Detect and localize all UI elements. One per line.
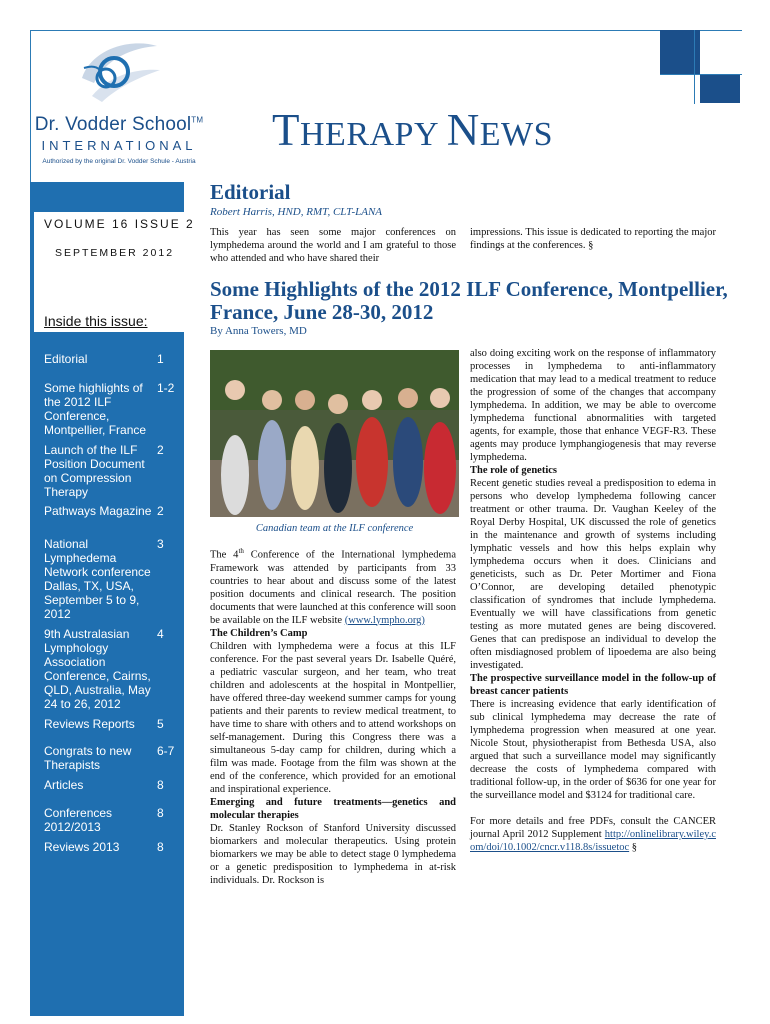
inside-heading: Inside this issue: [44, 313, 148, 329]
editorial-col1: This year has seen some major conferences on lymphedema around the world and I am grateful to those who attended and who have shared their [210, 227, 456, 264]
logo-international: INTERNATIONAL [41, 138, 197, 153]
deco-line [694, 30, 695, 104]
logo-authorized: Authorized by the original Dr. Vodder Schule - Austria [42, 158, 196, 165]
hands-logo-icon [72, 38, 162, 108]
subhead-childrens-camp: The Children’s Camp [210, 627, 308, 639]
deco-line [660, 74, 742, 75]
frame-top-line [30, 30, 742, 31]
school-logo [34, 34, 204, 174]
article-heading: Some Highlights of the 2012 ILF Conference, Montpellier, France, June 28-30, 2012 [210, 277, 728, 324]
editorial-col2: impressions. This issue is dedicated to reporting the major findings at the conferences. § [470, 227, 716, 251]
article-col2: also doing exciting work on the response of inflammatory processes in lymphedema to anti-inflammatory medication that may lead to a medical treatment to reduce the progression of some of the changes that accompany lymphedema. In addition, we may be able to overcome lymphedema functional abnormalities with targeted agents, for example, those that enhance VEGF-R3. These agents may produce lymphangiogenesis that may reverse lymphedema. The role of genetics Recent genetic studies reveal a predisposition to edema in persons who develop lymphedema following cancer treatment or other trauma. Dr. Vaughan Keeley of the Royal Derby Hospital, UK discussed the role of genetics in the maintenance and growth of systems including lymphatic vessels and how this helps explain why lymphedema occurs when it does. Clinicians and geneticists, such as Dr. Peter Mortimer and Fiona O’Connor, are developing detailed phenotypic classification of syndromes that include lymphedema. Eventually we will have classifications from genetic testing as more mutated genes are being discovered. Genes that can predispose an individual to develop the often misdiagnosed problem of lipoedema are also being investigated. The prospective surveillance model in the follow-up of breast cancer patients There is increasing evidence that early identification of sub clinical lymphedema may decrease the rate of lymphedema progression when measured at one year. Nicole Stout, physiotherapist from Bethesda USA, also argued that such a surveillance model may significantly decrease the costs of lymphedema compared with traditional follow-up, in the order of $636 for one year for the surveillance model and $3124 for traditional care. For more details and free PDFs, consult the CANCER journal April 2012 Supplement http://onlinelibrary.wiley.com/doi/10.1002/cncr.v118.8s/issuetoc § [470, 348, 716, 853]
article-col1: The 4th Conference of the International lymphedema Framework was attended by participants from 33 countries to hear about and discuss some of the latest position documents and clinical research. The position documents that were launched at this conference will soon be available on the ILF website (www.lympho.org) The Children’s Camp Children with lymphedema were a focus at this ILF conference. For the past several years Dr. Isabelle Quéré, a pediatric vascular surgeon, and her team, who treat children and adolescents at the hospital in Montpellier, have offered three-day weekend summer camps for young patients and their parents to review medical treatment, to have time to share with others and to attend workshops on self-management. During this Congress there was a simultaneous 5-day camp for children, during which a film was made. Footage from the film was shown at the end of the conference, which provided for an emotional and inspirational experience. Emerging and future treatments—genetics and molecular therapies Dr. Stanley Rockson of Stanford University discussed biomarkers and molecular therapeutics. Using protein biomarkers we may be able to detect stage 0 lymphedema or a genetic predisposition to lymphedema in at-risk individuals. Dr. Rockson is [210, 547, 457, 886]
lympho-link[interactable]: (www.lympho.org) [344, 614, 425, 626]
subhead-emerging-treatments: Emerging and future treatments—genetics and molecular therapies [210, 796, 456, 821]
cancer-journal-link[interactable]: http://onlinelibrary.wiley.com/doi/10.1002/cncr.v118.8s/issuetoc [470, 829, 716, 853]
newsletter-title: THERAPY NEWS [272, 105, 554, 155]
subhead-genetics: The role of genetics [470, 465, 557, 476]
volume-issue: VOLUME 16 ISSUE 2 [44, 217, 195, 231]
photo-caption: Canadian team at the ILF conference [255, 523, 414, 534]
editorial-heading: Editorial [210, 180, 291, 204]
subhead-surveillance: The prospective surveillance model in the follow-up of breast cancer patients [470, 673, 716, 697]
deco-square [700, 75, 740, 103]
editorial-byline: Robert Harris, HND, RMT, CLT-LANA [210, 206, 383, 218]
issue-date: SEPTEMBER 2012 [55, 247, 175, 259]
article-byline: By Anna Towers, MD [210, 325, 307, 337]
conference-photo [210, 350, 459, 517]
logo-school-name: Dr. Vodder School™ [34, 114, 204, 135]
